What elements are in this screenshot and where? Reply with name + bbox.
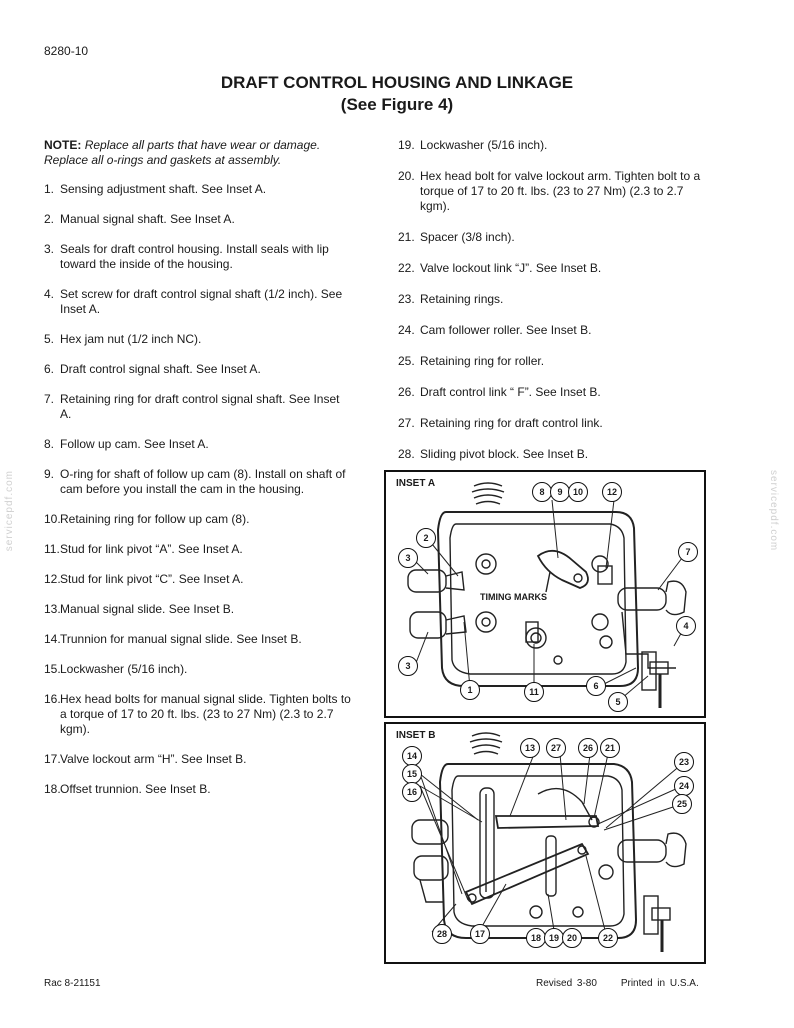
list-item	[44, 242, 352, 272]
item-text: Sliding pivot block. See Inset B.	[420, 447, 589, 461]
footer-revision	[536, 978, 699, 989]
item-number: 22.	[398, 261, 415, 275]
item-text: Lockwasher (5/16 inch).	[60, 662, 188, 676]
item-text: Spacer (3/8 inch).	[420, 230, 515, 244]
item-number: 7.	[44, 392, 55, 406]
item-number: 27.	[398, 416, 415, 430]
page-number: 8280-10	[44, 44, 89, 58]
callout-21: 21	[600, 738, 620, 758]
watermark-right: servicepdf.com	[768, 470, 779, 552]
note-label: NOTE:	[44, 138, 82, 152]
item-number: 8.	[44, 437, 55, 451]
inset-a-label: INSET A	[396, 478, 436, 489]
item-number: 19.	[398, 138, 415, 152]
callout-12: 12	[602, 482, 622, 502]
item-number: 16.	[44, 692, 61, 706]
left-column	[44, 138, 352, 812]
callout-1: 1	[460, 680, 480, 700]
item-text: Draft control signal shaft. See Inset A.	[60, 362, 261, 376]
item-number: 11.	[44, 542, 60, 556]
item-text: Manual signal slide. See Inset B.	[60, 602, 235, 616]
callout-27: 27	[546, 738, 566, 758]
callout-10: 10	[568, 482, 588, 502]
item-number: 14.	[44, 632, 61, 646]
item-text: Stud for link pivot “C”. See Inset A.	[60, 572, 244, 586]
item-number: 17.	[44, 752, 61, 766]
item-text: Follow up cam. See Inset A.	[60, 437, 209, 451]
item-text: Hex head bolt for valve lockout arm. Tighten bolt to a torque of 17 to 20 ft. lbs. (23 to 27 Nm) (2.3 to 2.7 kgm).	[420, 169, 701, 213]
item-number: 18.	[44, 782, 61, 796]
list-item	[44, 287, 352, 317]
callout-14: 14	[402, 746, 422, 766]
list-item	[44, 332, 352, 347]
item-text: Retaining rings.	[420, 292, 504, 306]
item-text: Hex jam nut (1/2 inch NC).	[60, 332, 202, 346]
item-text: Set screw for draft control signal shaft (1/2 inch). See Inset A.	[60, 287, 343, 316]
item-number: 13.	[44, 602, 61, 616]
callout-28: 28	[432, 924, 452, 944]
list-item	[44, 392, 352, 422]
list-item	[398, 138, 708, 153]
callout-26: 26	[578, 738, 598, 758]
list-item	[398, 323, 708, 338]
item-number: 1.	[44, 182, 55, 196]
list-item	[44, 662, 352, 677]
item-text: Draft control link “ F”. See Inset B.	[420, 385, 601, 399]
list-item	[44, 782, 352, 797]
item-text: Retaining ring for draft control link.	[420, 416, 603, 430]
list-item	[44, 212, 352, 227]
callout-24: 24	[674, 776, 694, 796]
item-text: Sensing adjustment shaft. See Inset A.	[60, 182, 267, 196]
item-number: 4.	[44, 287, 55, 301]
list-item	[398, 261, 708, 276]
inset-b-figure	[384, 722, 706, 964]
inset-b-label: INSET B	[396, 730, 436, 741]
item-number: 25.	[398, 354, 415, 368]
item-number: 24.	[398, 323, 415, 337]
callout-15: 15	[402, 764, 422, 784]
item-text: Valve lockout arm “H”. See Inset B.	[60, 752, 247, 766]
footer-revised: Revised 3-80	[536, 978, 597, 989]
item-number: 3.	[44, 242, 55, 256]
list-item	[398, 292, 708, 307]
callout-3-top: 3	[398, 548, 418, 568]
title-line-2: (See Figure 4)	[340, 95, 454, 114]
list-item	[44, 542, 352, 557]
callout-2: 2	[416, 528, 436, 548]
item-number: 5.	[44, 332, 55, 346]
list-item	[44, 572, 352, 587]
list-item	[398, 416, 708, 431]
timing-marks-label: TIMING MARKS	[480, 592, 547, 602]
footer-printed: Printed in U.S.A.	[620, 978, 699, 989]
item-text: Offset trunnion. See Inset B.	[60, 782, 211, 796]
item-text: Manual signal shaft. See Inset A.	[60, 212, 235, 226]
parts-list-left	[44, 182, 352, 797]
item-number: 9.	[44, 467, 55, 481]
list-item	[44, 512, 352, 527]
callout-17: 17	[470, 924, 490, 944]
item-number: 2.	[44, 212, 55, 226]
item-text: Valve lockout link “J”. See Inset B.	[420, 261, 602, 275]
callout-25: 25	[672, 794, 692, 814]
note-text: Replace all parts that have wear or damage. Replace all o-rings and gaskets at assembly.	[44, 138, 321, 167]
item-number: 10.	[44, 512, 61, 526]
item-number: 26.	[398, 385, 415, 399]
list-item	[44, 437, 352, 452]
callout-18: 18	[526, 928, 546, 948]
parts-list-right	[398, 138, 708, 462]
right-column	[398, 138, 708, 478]
page-title	[0, 72, 794, 116]
item-number: 23.	[398, 292, 415, 306]
list-item	[44, 362, 352, 377]
callout-5: 5	[608, 692, 628, 712]
item-number: 28.	[398, 447, 415, 461]
callout-4: 4	[676, 616, 696, 636]
callout-6: 6	[586, 676, 606, 696]
list-item	[398, 354, 708, 369]
item-text: Trunnion for manual signal slide. See Inset B.	[60, 632, 302, 646]
item-text: O-ring for shaft of follow up cam (8). Install on shaft of cam before you install the cam in the housing.	[60, 467, 346, 496]
callout-13: 13	[520, 738, 540, 758]
item-text: Lockwasher (5/16 inch).	[420, 138, 548, 152]
list-item	[398, 169, 708, 214]
item-text: Stud for link pivot “A”. See Inset A.	[60, 542, 243, 556]
list-item	[44, 632, 352, 647]
callout-11: 11	[524, 682, 544, 702]
callout-9: 9	[550, 482, 570, 502]
item-number: 20.	[398, 169, 415, 183]
callout-7: 7	[678, 542, 698, 562]
inset-a-figure	[384, 470, 706, 718]
item-text: Retaining ring for draft control signal shaft. See Inset A.	[60, 392, 340, 421]
callout-19: 19	[544, 928, 564, 948]
callout-20: 20	[562, 928, 582, 948]
item-text: Retaining ring for roller.	[420, 354, 545, 368]
callout-23: 23	[674, 752, 694, 772]
title-line-1: DRAFT CONTROL HOUSING AND LINKAGE	[220, 73, 574, 92]
footer-doc-number: Rac 8-21151	[44, 978, 101, 989]
list-item	[44, 692, 352, 737]
list-item	[44, 182, 352, 197]
item-text: Cam follower roller. See Inset B.	[420, 323, 592, 337]
callout-22: 22	[598, 928, 618, 948]
callout-8: 8	[532, 482, 552, 502]
list-item	[44, 467, 352, 497]
list-item	[398, 447, 708, 462]
item-number: 15.	[44, 662, 61, 676]
item-number: 12.	[44, 572, 61, 586]
callout-3-bottom: 3	[398, 656, 418, 676]
list-item	[44, 752, 352, 767]
item-number: 21.	[398, 230, 415, 244]
watermark-left: servicepdf.com	[4, 470, 15, 552]
item-text: Hex head bolts for manual signal slide. Tighten bolts to a torque of 17 to 20 ft. lbs. (23 to 27 Nm) (2.3 to 2.7 kgm).	[60, 692, 351, 736]
item-text: Seals for draft control housing. Install seals with lip toward the inside of the housing.	[60, 242, 329, 271]
list-item	[44, 602, 352, 617]
list-item	[398, 230, 708, 245]
list-item	[398, 385, 708, 400]
note	[44, 138, 352, 168]
callout-16: 16	[402, 782, 422, 802]
item-number: 6.	[44, 362, 55, 376]
item-text: Retaining ring for follow up cam (8).	[60, 512, 250, 526]
